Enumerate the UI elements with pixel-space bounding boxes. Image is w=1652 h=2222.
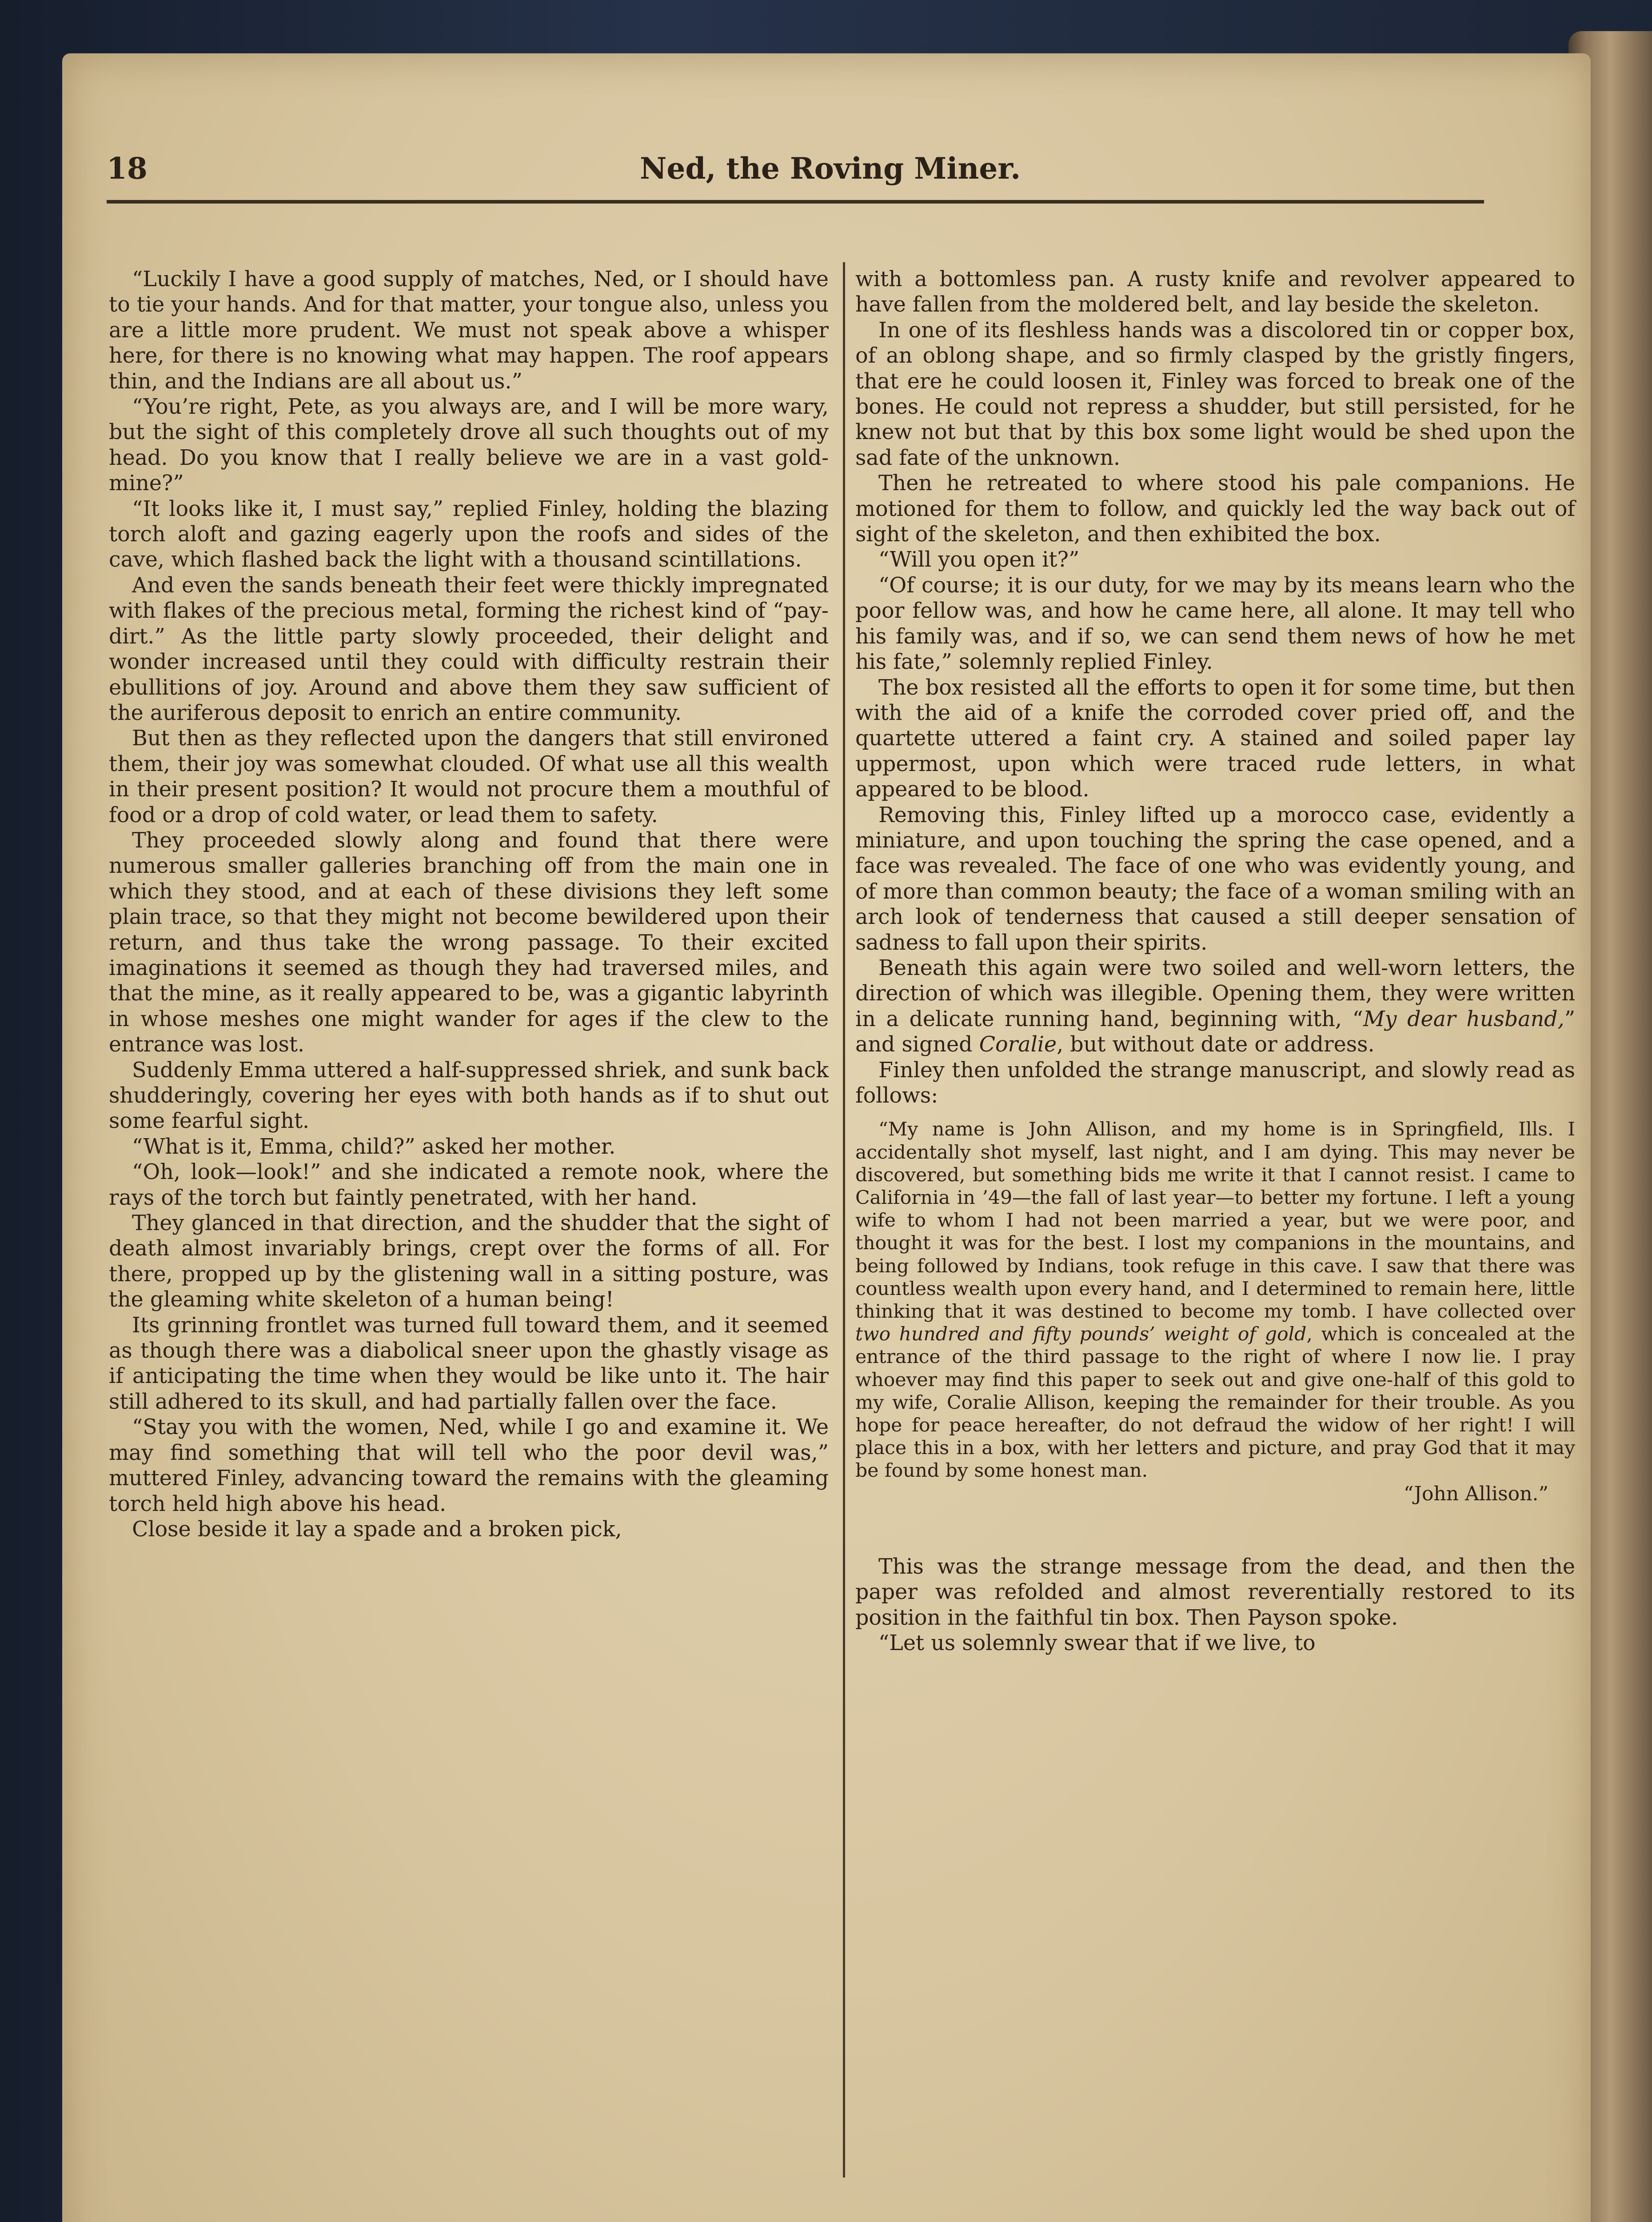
paragraph: This was the strange message from the dead, and then the paper was refolded and almost reverentially restored to its position in the faithful tin box. Then Payson spoke. [855,1554,1575,1630]
page-number: 18 [107,151,148,186]
italic-phrase: My dear husband, [1363,1007,1564,1031]
paragraph: “Oh, look—look!” and she indicated a remote nook, where the rays of the torch but faintly penetrated, with her hand. [109,1160,829,1210]
paragraph: And even the sands beneath their feet were thickly impregnated with flakes of the precious metal, forming the richest kind of “pay-dirt.” As the little party slowly proceeded, their delight and wonder increased until they could with difficulty restrain their ebullitions of joy. Around and above them they saw sufficient of the auriferous deposit to enrich an entire community. [109,573,829,725]
paragraph: Removing this, Finley lifted up a morocco case, evidently a miniature, and upon touching the spring the case opened, and a face was revealed. The face of one who was evidently young, and of more than common beauty; the face of a woman smiling with an arch look of tenderness that caused a still deeper sensation of sadness to fall upon their spirits. [855,803,1575,955]
header-rule [107,200,1484,204]
paragraph: Its grinning frontlet was turned full toward them, and it seemed as though there was a diabolical sneer upon the ghastly visage as if anticipating the time when they would be like unto it. The hair still adhered to its skull, and had partially fallen over the face. [109,1313,829,1414]
text-run: ” and signed [855,1007,1575,1057]
column-divider [843,262,845,2178]
letter-signature: “John Allison.” [1403,1482,1548,1505]
paragraph: But then as they reflected upon the dangers that still environed them, their joy was somewhat clouded. Of what use all this wealth in their present position? It would not procure them a mouthful of food or a drop of cold water, or lead them to safety. [109,726,829,827]
paragraph: Close beside it lay a spade and a broken pick, [132,1517,622,1542]
italic-name: Coralie [979,1032,1057,1057]
page-header [107,142,1484,196]
letter-body [855,1118,1575,1482]
text-run: , which is concealed at the entrance of the third passage to the right of where I now lie. I pray whoever may find this paper to seek out and give one-half of this gold to my wife, Coralie Allison, keeping the remainder for their trouble. As you hope for peace hereafter, do not defraud the widow of her right! I will place this in a box, with her letters and picture, and pray God that it may be found by some honest man. [855,1323,1576,1482]
paragraph: “You’re right, Pete, as you always are, and I will be more wary, but the sight of this completely drove all such thoughts out of my head. Do you know that I really believe we are in a vast gold-mine?” [109,395,829,496]
paragraph: Suddenly Emma uttered a half-suppressed shriek, and sunk back shudderingly, covering her eyes with both hands as if to shut out some fearful sight. [109,1058,829,1134]
paragraph-letters [855,955,1575,1058]
paragraph: They proceeded slowly along and found that there were numerous smaller galleries branching off from the main one in which they stood, and at each of these divisions they left some plain trace, so that they might not become bewildered upon their return, and thus take the wrong passage. To their excited imaginations it seemed as though they had traversed miles, and that the mine, as it really appeared to be, was a gigantic labyrinth in whose meshes one might wander for ages if the clew to the entrance was lost. [109,828,829,1057]
paragraph: “Let us solemnly swear that if we live, to [878,1631,1316,1656]
paragraph: Finley then unfolded the strange manuscript, and slowly read as follows: [855,1058,1575,1108]
text-run: , but without date or address. [1057,1032,1375,1057]
paragraph: They glanced in that direction, and the shudder that the sight of death almost invariably brings, crept over the forms of all. For there, propped up by the glistening wall in a sitting posture, was the gleaming white skeleton of a human being! [109,1211,829,1312]
paragraph: “It looks like it, I must say,” replied Finley, holding the blazing torch aloft and gazing eagerly upon the roofs and sides of the cave, which flashed back the light with a thousand scintillations. [109,496,829,572]
left-column [109,267,829,1542]
running-title: Ned, the Roving Miner. [640,151,1021,186]
paragraph: “Stay you with the women, Ned, while I go and examine it. We may find something that will tell who the poor devil was,” muttered Finley, advancing toward the remains with the gleaming torch held high above his head. [109,1415,829,1516]
paragraph: “What is it, Emma, child?” asked her mother. [132,1134,616,1159]
manuscript-letter [855,1118,1575,1505]
paragraph: “Of course; it is our duty, for we may by its means learn who the poor fellow was, and how he came here, all alone. It may tell who his family was, and if so, we can send them news of how he met his fate,” solemnly replied Finley. [855,573,1575,675]
paragraph: with a bottomless pan. A rusty knife and revolver appeared to have fallen from the moldered belt, and lay beside the skeleton. [855,267,1575,317]
paragraph: “Luckily I have a good supply of matches, Ned, or I should have to tie your hands. And for that matter, your tongue also, unless you are a little more prudent. We must not speak above a whisper here, for there is no knowing what may happen. The roof appears thin, and the Indians are all about us.” [109,267,829,394]
paragraph: The box resisted all the efforts to open it for some time, but then with the aid of a knife the corroded cover pried off, and the quartette uttered a faint cry. A stained and soiled paper lay uppermost, upon which were traced rude letters, in what appeared to be blood. [855,675,1575,802]
right-column [855,267,1575,1656]
italic-phrase: two hundred and fifty pounds’ weight of gold [855,1323,1307,1346]
text-run: “My name is John Allison, and my home is in Springfield, Ills. I accidentally shot myself, last night, and I am dying. This may never be discovered, but something bids me write it that I cannot resist. I came to California in ’49—the fall of last year—to better my fortune. I left a young wife to whom I had not been married a year, but we were poor, and thought it was for the best. I lost my companions in the mountains, and being followed by Indians, took refuge in this cave. I saw that there was countless wealth upon every hand, and I determined to remain here, little thinking that it was destined to become my tomb. I have collected over [855,1119,1575,1323]
paragraph: In one of its fleshless hands was a discolored tin or copper box, of an oblong shape, and so firmly clasped by the gristly fingers, that ere he could loosen it, Finley was forced to break one of the bones. He could not repress a shudder, but still persisted, for he knew not but that by this box some light would be shed upon the sad fate of the unknown. [855,318,1575,470]
text-run: Beneath this again were two soiled and well-worn letters, the direction of which was illegible. Opening them, they were written in a delicate running hand, beginning with, “ [855,955,1575,1031]
paragraph: “Will you open it?” [878,548,1080,572]
paragraph: Then he retreated to where stood his pale companions. He motioned for them to follow, and quickly led the way back out of sight of the skeleton, and then exhibited the box. [855,471,1575,547]
